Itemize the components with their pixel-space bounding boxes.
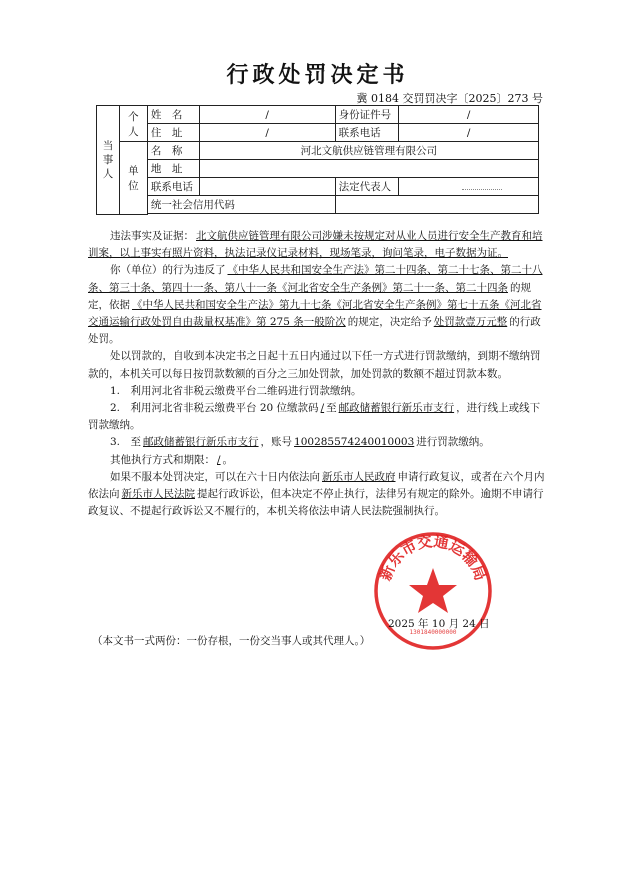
violation-lead: 你（单位）的行为违反了 [110, 264, 226, 277]
facts-paragraph [88, 228, 548, 262]
address-value: / [199, 124, 335, 142]
document-title: 行政处罚决定书 [226, 62, 409, 88]
appeal-text-b: 申请行政复议，或者在六个月内依法向 [88, 470, 545, 501]
id-value: / [399, 106, 539, 124]
other-tail: 。 [222, 453, 234, 466]
payment-method-2 [88, 400, 548, 434]
seal-star-icon [409, 568, 457, 613]
facts-text: 北文航供应链管理有限公司涉嫌未按规定对从业人员进行安全生产教育和培训案，以上事实有照片资料，执法记录仪记录材料，现场笔录，询问笔录，电子数据为证。 [88, 230, 543, 260]
method3-text-a: 3. 至 [110, 436, 142, 449]
seal-name-text: 新乐市交通运输局 [376, 532, 490, 584]
seal-number: 1301840000000 [409, 629, 457, 636]
legal-rep-signature [462, 183, 502, 190]
credit-code-label: 统一社会信用代码 [147, 196, 335, 214]
decision-date: 2025 年 10 月 24 日 [388, 618, 490, 630]
other-execution [88, 452, 548, 469]
official-seal [372, 530, 494, 652]
address-label: 住 址 [147, 124, 199, 142]
method3-bank: 邮政储蓄银行新乐市支行 [143, 436, 259, 449]
other-value: / [217, 453, 221, 466]
appeal-text-a: 如果不服本处罚决定，可以在六十日内依法向 [110, 470, 320, 483]
unit-address-value [199, 160, 538, 178]
legal-rep-value [399, 178, 539, 196]
party-info-table [96, 105, 539, 215]
footer-note: （本文书一式两份：一份存根，一份交当事人或其代理人。） [92, 635, 371, 647]
individual-label: 个人 [119, 106, 147, 142]
unit-label: 单位 [119, 142, 147, 215]
method2-text-a: 2. 利用河北省非税云缴费平台 20 位缴款码 [110, 402, 319, 415]
unit-address-label: 地 址 [147, 160, 199, 178]
violation-paragraph [88, 262, 548, 348]
method3-account: 100285574240010003 [294, 436, 415, 449]
appeal-government: 新乐市人民政府 [322, 470, 396, 483]
method2-text-b: 至 [326, 402, 337, 415]
name-label: 姓 名 [147, 106, 199, 124]
basis-tail: 的规定，决定给予 [347, 316, 432, 329]
phone-label: 联系电话 [335, 124, 399, 142]
violation-laws: 《中华人民共和国安全生产法》第二十四条、第二十七条、第二十八条、第三十条、第四十一条、第八十一条《河北省安全生产条例》第二十一条、第二十四条 [88, 264, 543, 294]
other-lead: 其他执行方式和期限： [110, 453, 215, 466]
facts-lead: 违法事实及证据： [110, 230, 194, 242]
method2-text-c: ，进行线上或线下罚款缴纳。 [88, 402, 541, 432]
document-number: 冀 0184 交罚罚决字〔2025〕273 号 [356, 92, 543, 105]
basis-laws: 《中华人民共和国安全生产法》第九十七条《河北省安全生产条例》第七十五条《河北省交通运输行政处罚自由裁量权基准》第 275 条一般阶次 [88, 298, 542, 329]
method3-text-c: 进行罚款缴纳。 [416, 436, 490, 449]
payment-method-1: 1. 利用河北省非税云缴费平台二维码进行罚款缴纳。 [110, 384, 362, 397]
unit-name-label: 名 称 [147, 142, 199, 160]
unit-name-value: 河北文航供应链管理有限公司 [199, 142, 538, 160]
appeal-paragraph [88, 469, 548, 521]
unit-phone-label: 联系电话 [147, 178, 199, 196]
violation-mid: 的规定，依据 [88, 281, 531, 311]
id-label: 身份证件号 [335, 106, 399, 124]
name-value: / [199, 106, 335, 124]
appeal-text-c: 提起行政诉讼，但本决定不停止执行，法律另有规定的除外。逾期不申请行政复议、不提起行政诉讼又不履行的，本机关将依法申请人民法院强制执行。 [88, 488, 544, 518]
payment-method-3 [88, 434, 548, 451]
penalty-amount: 处罚款壹万元整 [433, 316, 508, 329]
method2-code: / [320, 402, 325, 415]
appeal-court: 新乐市人民法院 [121, 488, 195, 501]
payment-intro: 处以罚款的，自收到本决定书之日起十五日内通过以下任一方式进行罚款缴纳，到期不缴纳罚款的，本机关可以每日按罚款数额的百分之三加处罚款，加处罚款的数额不超过罚款本数。 [88, 350, 541, 380]
unit-phone-value [199, 178, 335, 196]
method2-bank: 邮政储蓄银行新乐市支行 [338, 402, 455, 415]
credit-code-value [335, 196, 538, 214]
phone-value: / [399, 124, 539, 142]
method3-text-b: ，账号 [260, 436, 293, 449]
legal-rep-label: 法定代表人 [335, 178, 399, 196]
penalty-tail: 的行政处罚。 [88, 316, 541, 346]
party-section-label: 当事人 [97, 106, 120, 215]
document-body [88, 228, 548, 520]
